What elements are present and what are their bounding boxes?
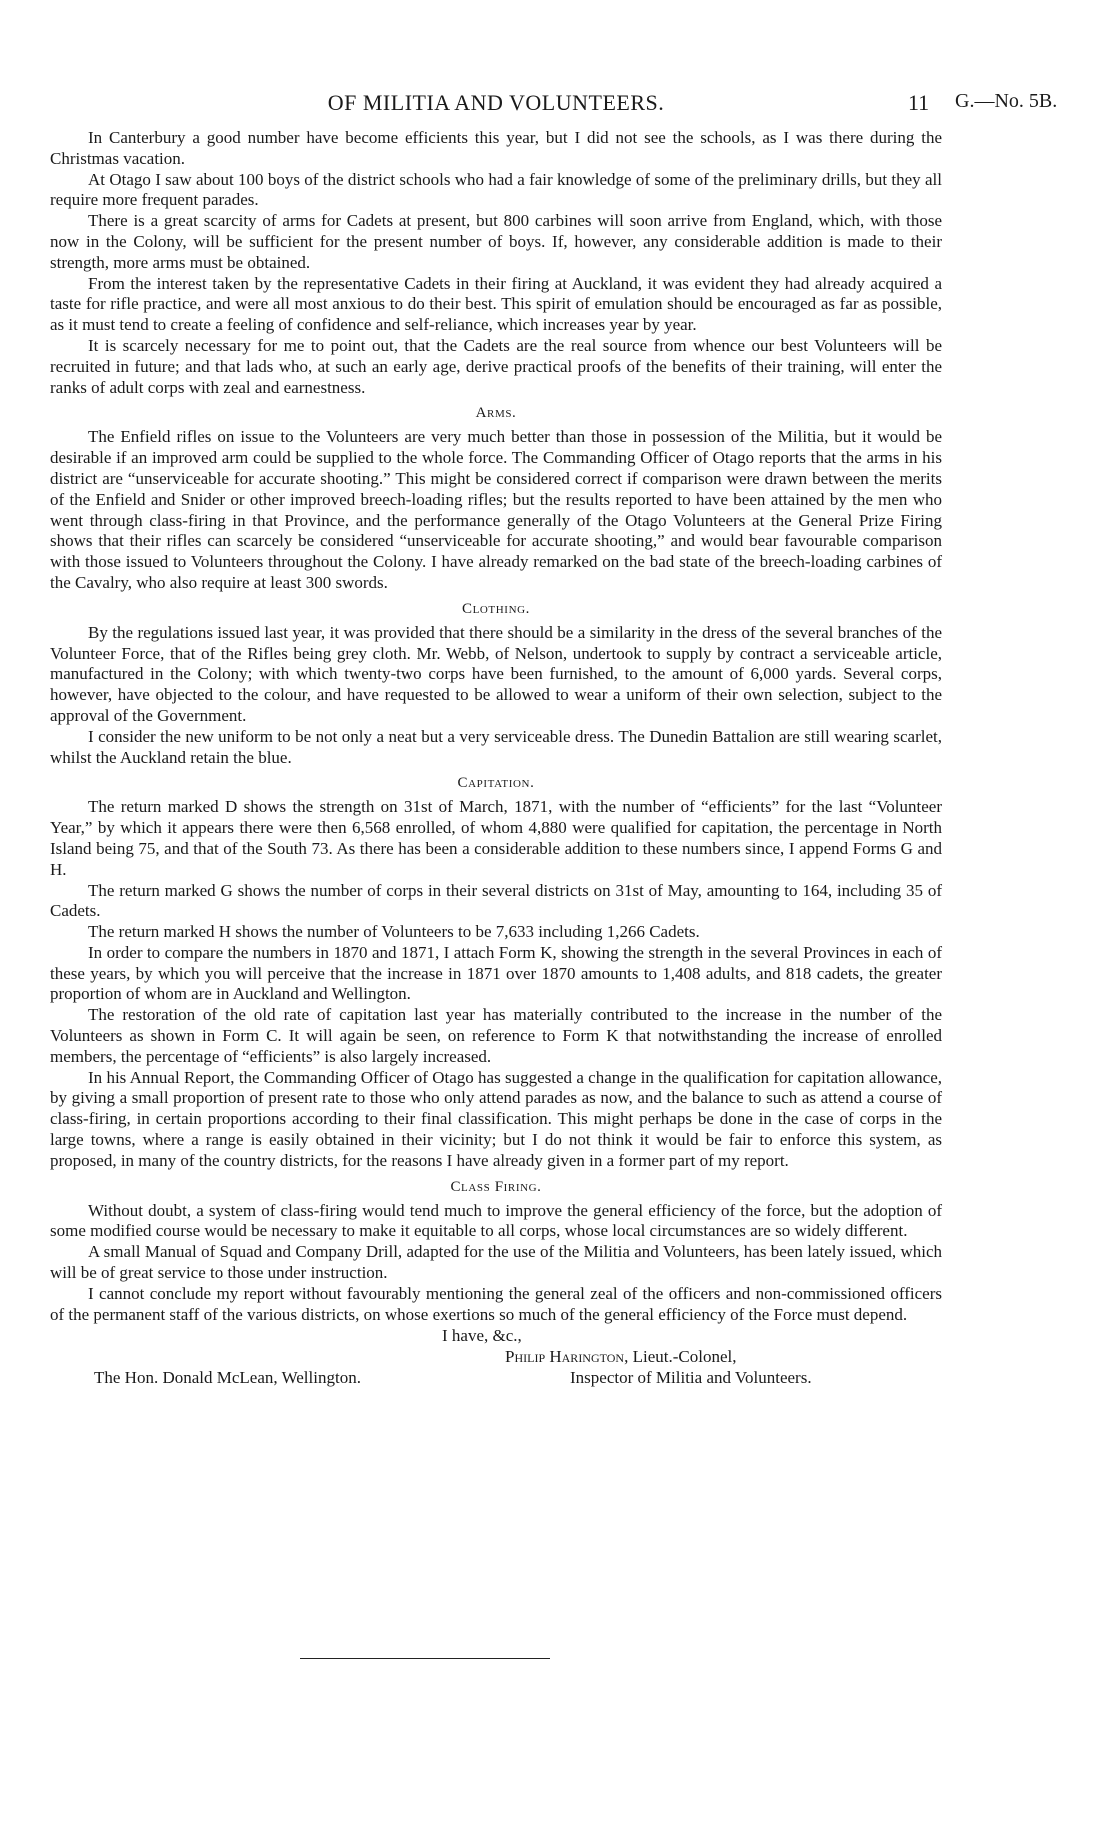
closing-paragraph: I cannot conclude my report without favourably mentioning the general zeal of the officers and non-commissioned officers of the permanent staff of the various districts, on whose exertions so much of the general efficiency of the Force must depend. (50, 1283, 942, 1324)
signature-block (50, 1325, 942, 1425)
closing-rule (300, 1658, 550, 1659)
report-sections (50, 128, 942, 1284)
body-paragraph: By the regulations issued last year, it was provided that there should be a similarity in the dress of the several branches of the Volunteer Force, that of the Rifles being grey cloth. Mr. Webb, of Nelson, undertook to supply by contract a serviceable article, manufactured in the Colony; with which twenty-two corps have been furnished, to the amount of 6,000 yards. Several corps, however, have objected to the colour, and have requested to be allowed to wear a uniform of their own selection, subject to the approval of the Government. (50, 622, 942, 725)
addressee: The Hon. Donald McLean, Wellington. (94, 1368, 361, 1388)
signature-greeting: I have, &c., (442, 1326, 522, 1346)
body-paragraph: In his Annual Report, the Commanding Officer of Otago has suggested a change in the qualification for capitation allowance, by giving a small proportion of present rate to those who only attend parades as now, and the balance to such as attend a course of class-firing, in certain proportions according to their final classification. This might perhaps be done in the case of corps in the large towns, where a range is easily obtained in their vicinity; but I do not think it would be fair to enforce this system, as proposed, in many of the country districts, for the reasons I have already given in a former part of my report. (50, 1067, 942, 1170)
signatory-rank: , Lieut.-Colonel, (624, 1347, 737, 1367)
body-paragraph: In Canterbury a good number have become efficients this year, but I did not see the schools, as I was there during the Christmas vacation. (50, 128, 942, 168)
body-paragraph: It is scarcely necessary for me to point out, that the Cadets are the real source from whence our best Volunteers will be recruited in future; and that lads who, at such an early age, derive practical proofs of the benefits of their training, will enter the ranks of adult corps with zeal and earnestness. (50, 335, 942, 397)
document-page (50, 88, 1058, 1425)
body-paragraph: There is a great scarcity of arms for Cadets at present, but 800 carbines will soon arrive from England, which, with those now in the Colony, will be sufficient for the present number of boys. If, however, any considerable addition is made to their strength, more arms must be obtained. (50, 211, 942, 272)
body-paragraph: The return marked D shows the strength on 31st of March, 1871, with the number of “efficients” for the last “Volunteer Year,” by which it appears there were then 6,568 enrolled, of whom 4,880 were qualified for capitation, the percentage in North Island being 75, and that of the South 73. As there has been a considerable addition to these numbers since, I append Forms G and H. (50, 797, 942, 879)
signatory-name: Philip Harington (505, 1347, 625, 1367)
signatory-title: Inspector of Militia and Volunteers. (570, 1368, 812, 1388)
body-paragraph: I consider the new uniform to be not only a neat but a very serviceable dress. The Dunedin Battalion are still wearing scarlet, whilst the Auckland retain the blue. (50, 726, 942, 767)
body-paragraph: The restoration of the old rate of capitation last year has materially contributed to the increase in the number of the Volunteers as shown in Form C. It will again be seen, on reference to Form K that notwithstanding the increase of enrolled members, the percentage of “efficients” is also largely increased. (50, 1005, 942, 1066)
section-heading: Arms. (475, 405, 517, 422)
document-reference: G.—No. 5B. (955, 90, 1058, 112)
signatory-line (505, 1346, 736, 1367)
section-heading: Class Firing. (450, 1178, 542, 1195)
report-body (50, 128, 942, 1325)
body-paragraph: The Enfield rifles on issue to the Volunteers are very much better than those in possession of the Militia, but it would be desirable if an improved arm could be supplied to the whole force. The Commanding Officer of Otago reports that the arms in his district are “unserviceable for accurate shooting.” This might be considered correct if comparison were drawn between the merits of the Enfield and Snider or other improved breech-loading rifles; but the results reported to have been attained by the men who went through class-firing in that Province, and the performance generally of the Otago Volunteers at the General Prize Firing shows that their rifles can scarcely be considered “unserviceable for accurate shooting,” and would bear favourable comparison with those issued to Volunteers throughout the Colony. I have already remarked on the bad state of the breech-loading carbines of the Cavalry, who also require at least 300 swords. (50, 427, 942, 592)
body-paragraph: A small Manual of Squad and Company Drill, adapted for the use of the Militia and Volunteers, has been lately issued, which will be of great service to those under instruction. (50, 1242, 942, 1283)
section-heading: Clothing. (461, 600, 531, 617)
section-heading: Capitation. (457, 775, 535, 792)
body-paragraph: Without doubt, a system of class-firing would tend much to improve the general efficiency of the force, but the adoption of some modified course would be necessary to make it equitable to all corps, whose local circumstances are so widely different. (50, 1200, 942, 1241)
body-paragraph: From the interest taken by the representative Cadets in their firing at Auckland, it was evident they had already acquired a taste for rifle practice, and were all most anxious to do their best. This spirit of emulation should be encouraged as far as possible, as it must tend to create a feeling of confidence and self-reliance, which increases year by year. (50, 273, 942, 335)
running-title: OF MILITIA AND VOLUNTEERS. (327, 90, 665, 115)
body-paragraph: In order to compare the numbers in 1870 and 1871, I attach Form K, showing the strength in the several Provinces in each of these years, by which you will perceive that the increase in 1871 over 1870 amounts to 1,408 adults, and 818 cadets, the greater proportion of whom are in Auckland and Wellington. (50, 942, 942, 1004)
running-header (50, 88, 1058, 128)
page-number: 11 (908, 90, 930, 115)
body-paragraph: The return marked H shows the number of Volunteers to be 7,633 including 1,266 Cadets. (88, 922, 700, 942)
body-paragraph: At Otago I saw about 100 boys of the district schools who had a fair knowledge of some of the preliminary drills, but they all require more frequent parades. (50, 169, 942, 210)
body-paragraph: The return marked G shows the number of corps in their several districts on 31st of May, amounting to 164, including 35 of Cadets. (50, 880, 942, 921)
